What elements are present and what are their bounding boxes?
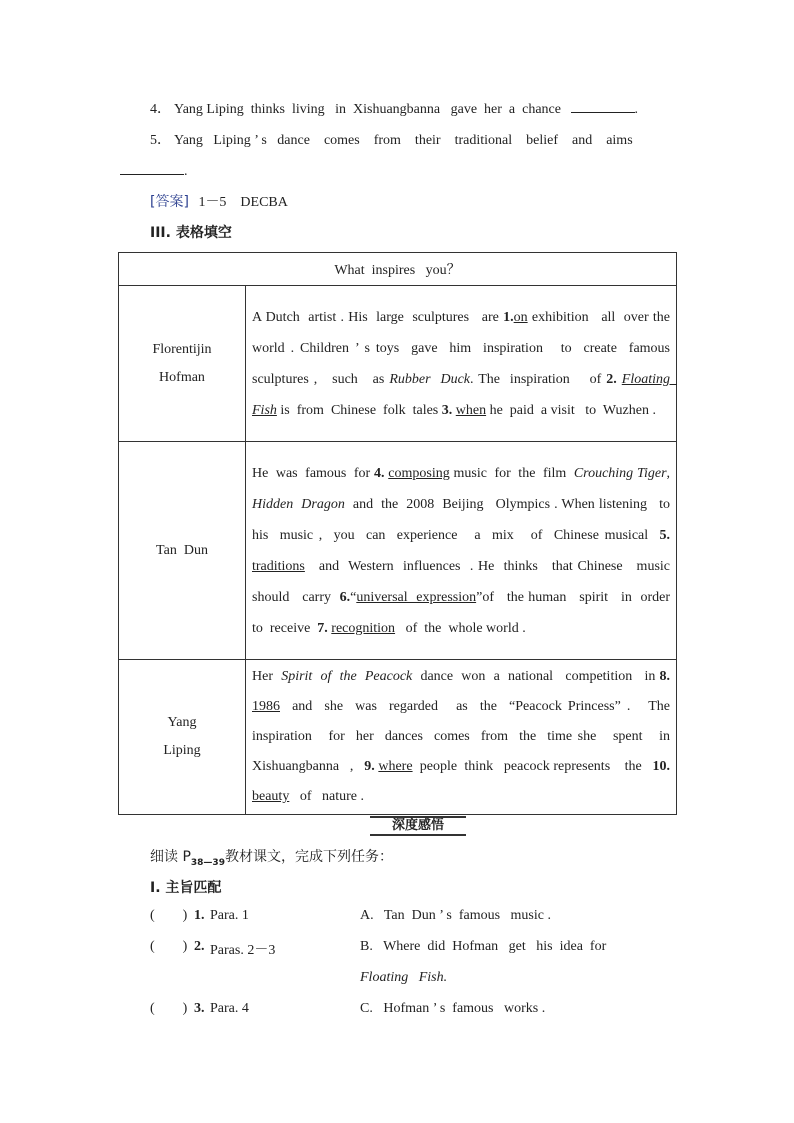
answer-7: recognition	[331, 620, 396, 636]
italic-title: Spirit of the Peacock	[281, 669, 413, 684]
table-row	[119, 660, 677, 815]
answer-paren[interactable]: ( )	[150, 908, 188, 923]
text: people think peacock represents the	[412, 759, 653, 774]
name-line: Liping	[163, 743, 201, 758]
answer-1: on	[513, 309, 528, 325]
italic-title: Rubber Duck	[389, 371, 471, 387]
question-4-number: 4．	[150, 102, 171, 117]
text: He was famous for	[252, 465, 374, 481]
name-line: Florentijin	[152, 341, 212, 357]
text: is from Chinese folk tales	[276, 402, 442, 418]
option-text: B. Where did Hofman get his idea for	[360, 939, 607, 954]
question-5-continuation	[120, 160, 188, 180]
answer-5: traditions	[252, 558, 305, 574]
answer-3: when	[455, 402, 487, 418]
instruction-text: 教材课文，完成下列任务：	[224, 849, 393, 865]
option-text: C. Hofman ’ s famous works .	[360, 1001, 546, 1016]
table-header: What inspires you？	[119, 253, 677, 286]
answer-2: Floating Fish	[252, 371, 677, 418]
question-4	[150, 98, 638, 118]
blank-number: 7.	[317, 620, 328, 636]
blank-number: 8.	[659, 669, 670, 684]
answer-10: beauty	[252, 789, 290, 804]
text: he paid a visit to Wuzhen .	[486, 402, 656, 418]
italic-title: Crouching Tiger	[573, 465, 667, 481]
blank-number: 3.	[441, 402, 453, 418]
text: exhibition all over the world . Children ’ s toys gave him inspiration to create famous sculptures , such as	[252, 309, 678, 387]
item-number: 2.	[194, 939, 205, 954]
table-row	[119, 442, 677, 660]
section-3-title: III. 表格填空	[150, 225, 232, 241]
reading-instruction	[150, 846, 393, 868]
answer-6: universal expression	[356, 589, 477, 605]
answer-paren[interactable]: ( )	[150, 939, 188, 954]
answer-8: 1986	[252, 699, 280, 714]
text: dance won a national competition in	[412, 669, 660, 684]
section-banner: 深度感悟	[370, 816, 466, 836]
item-para: Para. 1	[210, 908, 249, 923]
row-body-hofman	[246, 286, 677, 442]
answer-9: where	[378, 759, 413, 774]
text: of the whole world .	[395, 620, 526, 636]
answer-text: 1－5 DECBA	[198, 195, 288, 210]
row-body-yang-liping	[246, 660, 681, 815]
text: of the human spirit in order to receive	[252, 589, 677, 636]
name-line: Yang	[167, 715, 197, 730]
blank-number: 5.	[659, 527, 670, 543]
section-1-title: Ⅰ. 主旨匹配	[150, 880, 222, 896]
item-para: Para. 4	[210, 1001, 249, 1016]
name-line: Hofman	[159, 369, 205, 385]
row-name-tan-dun: Tan Dun	[119, 442, 246, 660]
instruction-text: 细读 P	[150, 849, 191, 865]
text: Her	[252, 669, 282, 684]
table-header-row	[119, 253, 677, 286]
blank-number: 2.	[606, 371, 617, 387]
answer-4: composing	[388, 465, 450, 481]
question-4-blank	[571, 98, 635, 113]
text: A Dutch artist . His large sculptures are	[252, 309, 504, 325]
question-5	[150, 129, 674, 149]
blank-number: 4.	[374, 465, 385, 481]
answer-paren[interactable]: ( )	[150, 1001, 188, 1016]
question-5-number: 5．	[150, 133, 171, 148]
quote: ”	[476, 589, 483, 605]
question-5-blank	[120, 160, 184, 175]
list-item	[150, 908, 680, 928]
blank-number: 1.	[503, 309, 514, 325]
row-name-yang-liping	[119, 660, 246, 815]
row-body-tan-dun	[246, 442, 681, 660]
blank-number: 10.	[652, 759, 671, 774]
text: ,	[666, 465, 674, 481]
instruction-pages: 38—39	[190, 857, 225, 868]
row-name-hofman	[119, 286, 246, 442]
blank-number: 6.	[339, 589, 351, 605]
option-text-continued: Floating Fish.	[360, 970, 448, 985]
option-text: A. Tan Dun ’ s famous music .	[360, 908, 551, 923]
text: and Western influences . He thinks that Chinese music should carry	[252, 558, 681, 605]
text: . The inspiration of	[470, 371, 607, 387]
quote: “	[350, 589, 357, 605]
list-item	[150, 1001, 680, 1021]
item-number: 1.	[194, 908, 205, 923]
question-5-end: .	[184, 164, 188, 179]
item-para: Paras. 2－3	[210, 943, 276, 958]
answer-label: [答案]	[150, 194, 189, 210]
list-item	[150, 939, 680, 959]
question-4-text: Yang Liping thinks living in Xishuangbanna gave her a chance	[173, 102, 561, 117]
table-row	[119, 286, 677, 442]
text: and she was regarded as the “Peacock Princess” . The inspiration for her dances comes from the time she spent in Xishuangbanna ,	[252, 699, 681, 774]
question-5-text: Yang Liping ’ s dance comes from their traditional belief and aims	[173, 133, 633, 148]
item-number: 3.	[194, 1001, 205, 1016]
text: of nature .	[289, 789, 364, 804]
inspiration-table	[118, 252, 681, 815]
question-4-end: .	[634, 102, 638, 117]
blank-number: 9.	[364, 759, 375, 774]
answer-line	[150, 191, 288, 211]
text: music for the film	[449, 465, 574, 481]
text: and the 2008 Beijing Olympics . When listening to his music , you can experience a mix of Chinese musical	[252, 496, 677, 543]
italic-title: Hidden Dragon	[252, 496, 345, 512]
